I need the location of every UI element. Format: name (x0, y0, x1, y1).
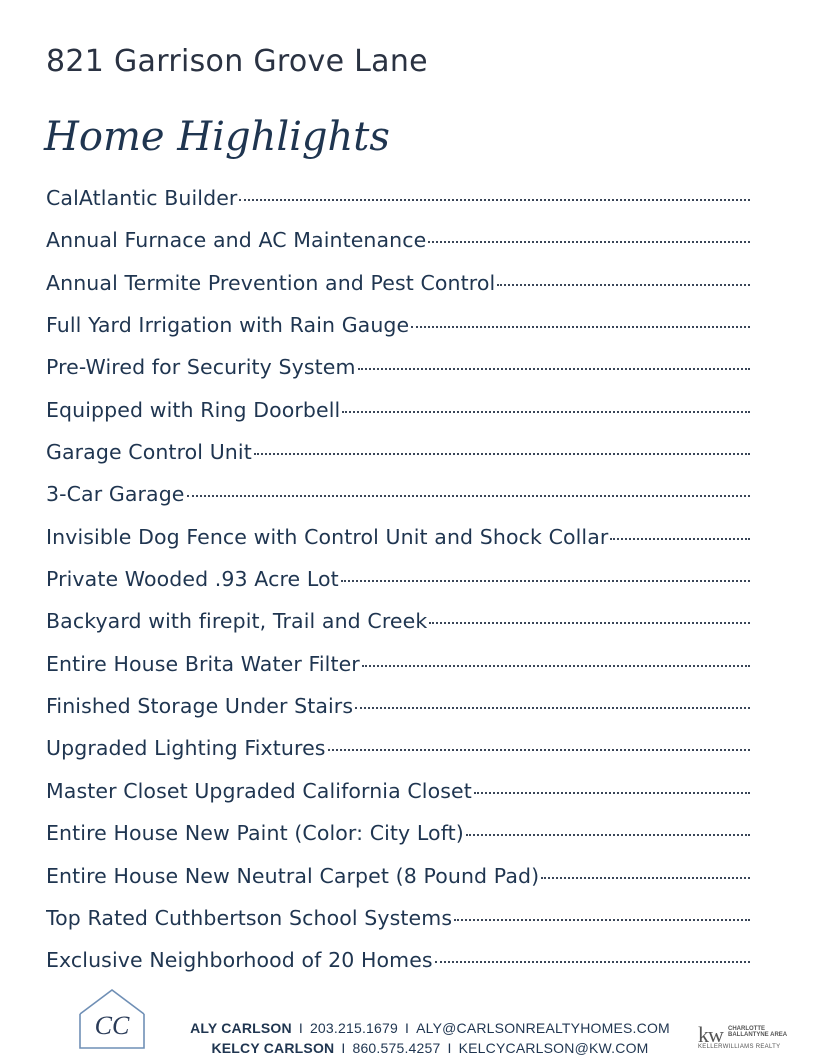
highlight-label: Private Wooded .93 Acre Lot (46, 567, 339, 592)
dot-leader (411, 326, 750, 328)
highlight-label: Top Rated Cuthbertson School Systems (46, 905, 453, 930)
contact-name: ALY CARLSON (190, 1020, 292, 1036)
contact-kelcy: KELCY CARLSON I 860.575.4257 I KELCYCARLSON@KW.COM (211, 1040, 649, 1056)
highlight-item (46, 313, 750, 355)
highlight-item (46, 398, 750, 440)
highlight-label: Entire House New Neutral Carpet (8 Pound Pad) (46, 863, 540, 888)
highlight-label: Entire House New Paint (Color: City Loft) (46, 821, 464, 846)
highlight-label: Annual Furnace and AC Maintenance (46, 228, 427, 253)
dot-leader (610, 538, 750, 540)
property-address: 821 Garrison Grove Lane (46, 44, 428, 79)
highlight-item (46, 821, 750, 863)
footer (0, 980, 825, 1055)
highlights-list (46, 186, 750, 991)
highlight-label: Entire House Brita Water Filter (46, 651, 360, 676)
highlight-label: Invisible Dog Fence with Control Unit and Shock Collar (46, 524, 609, 549)
keller-williams-logo (698, 1022, 798, 1052)
highlight-item (46, 482, 750, 524)
dot-leader (362, 665, 750, 667)
dot-leader (466, 834, 750, 836)
contact-email[interactable]: ALY@CARLSONREALTYHOMES.COM (416, 1020, 670, 1036)
highlight-label: Equipped with Ring Doorbell (46, 397, 341, 422)
highlight-item (46, 271, 750, 313)
highlight-item (46, 652, 750, 694)
highlight-item (46, 779, 750, 821)
highlight-item (46, 228, 750, 270)
highlight-item (46, 906, 750, 948)
highlight-item (46, 355, 750, 397)
highlight-label: Upgraded Lighting Fixtures (46, 736, 326, 761)
dot-leader (342, 411, 750, 413)
dot-leader (454, 919, 750, 921)
dot-leader (341, 580, 750, 582)
highlight-item (46, 694, 750, 736)
highlight-label: Annual Termite Prevention and Pest Control (46, 270, 496, 295)
contact-block (170, 1018, 690, 1058)
dot-leader (497, 284, 750, 286)
dot-leader (355, 707, 750, 709)
highlight-label: Pre-Wired for Security System (46, 355, 356, 380)
dot-leader (328, 749, 750, 751)
contact-name: KELCY CARLSON (211, 1040, 335, 1056)
contact-phone[interactable]: 860.575.4257 (352, 1040, 441, 1056)
highlight-label: 3-Car Garage (46, 482, 185, 507)
contact-aly: ALY CARLSON I 203.215.1679 I ALY@CARLSONREALTYHOMES.COM (190, 1020, 670, 1036)
carlson-logo (72, 986, 152, 1050)
highlight-label: Backyard with firepit, Trail and Creek (46, 609, 428, 634)
dot-leader (429, 622, 750, 624)
kw-company: KELLERWILLIAMS REALTY (698, 1044, 781, 1050)
highlight-item (46, 736, 750, 778)
dot-leader (435, 961, 750, 963)
highlight-label: Finished Storage Under Stairs (46, 694, 354, 719)
contact-email[interactable]: KELCYCARLSON@KW.COM (458, 1040, 649, 1056)
highlight-label: Master Closet Upgraded California Closet (46, 778, 472, 803)
highlight-item (46, 864, 750, 906)
dot-leader (358, 368, 750, 370)
dot-leader (187, 495, 750, 497)
highlight-label: Full Yard Irrigation with Rain Gauge (46, 313, 410, 338)
highlight-item (46, 186, 750, 228)
logo-letters: CC (94, 1011, 130, 1040)
highlight-label: Garage Control Unit (46, 440, 252, 465)
highlight-item (46, 609, 750, 651)
kw-mark: kw (698, 1022, 723, 1047)
highlight-item (46, 567, 750, 609)
dot-leader (541, 877, 750, 879)
highlight-label: Exclusive Neighborhood of 20 Homes (46, 948, 433, 973)
section-heading: Home Highlights (44, 114, 390, 160)
highlight-item (46, 525, 750, 567)
highlight-label: CalAtlantic Builder (46, 186, 238, 210)
kw-area: CHARLOTTE BALLANTYNE AREA (728, 1026, 788, 1038)
dot-leader (239, 199, 750, 201)
dot-leader (474, 792, 750, 794)
dot-leader (428, 241, 750, 243)
house-logo-icon (72, 986, 152, 1050)
dot-leader (254, 453, 750, 455)
highlight-item (46, 440, 750, 482)
contact-phone[interactable]: 203.215.1679 (309, 1020, 398, 1036)
